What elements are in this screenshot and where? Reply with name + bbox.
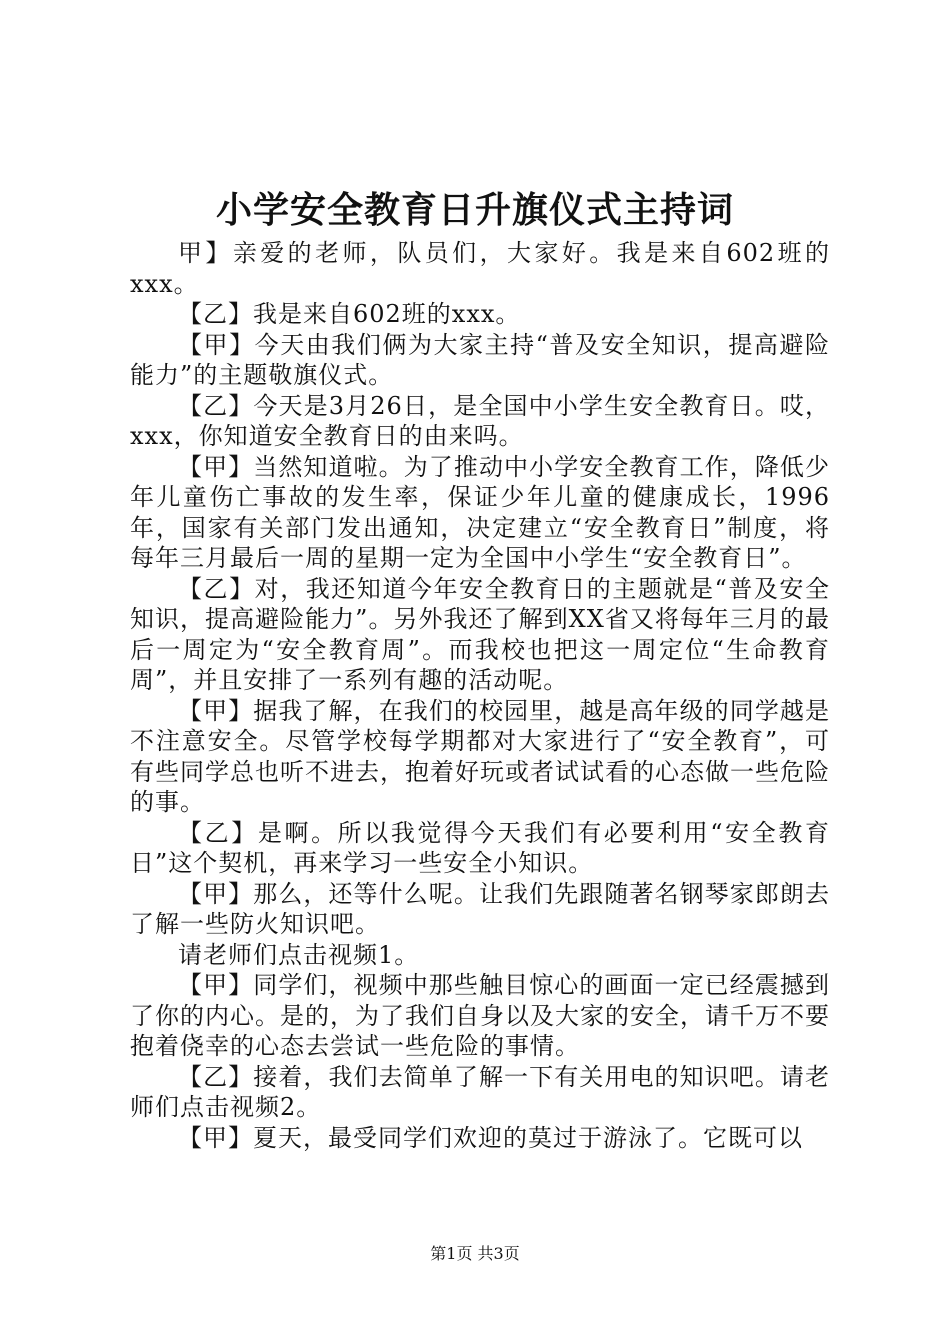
- paragraph: 【甲】当然知道啦。为了推动中小学安全教育工作，降低少年儿童伤亡事故的发生率，保证少年儿童的健康成长，1996年，国家有关部门发出通知，决定建立“安全教育日”制度，将每年三月最后一周的星期一定为全国中小学生“安全教育日”。: [130, 452, 830, 572]
- document-title: 小学安全教育日升旗仪式主持词: [215, 189, 734, 231]
- paragraph: 【乙】接着，我们去简单了解一下有关用电的知识吧。请老师们点击视频2。: [130, 1062, 830, 1121]
- paragraph: 【甲】夏天，最受同学们欢迎的莫过于游泳了。它既可以: [178, 1123, 803, 1152]
- paragraph: 【甲】那么，还等什么呢。让我们先跟随著名钢琴家郎朗去了解一些防火知识吧。: [130, 879, 830, 938]
- paragraph: 请老师们点击视频1。: [178, 940, 420, 969]
- paragraph: 【甲】据我了解，在我们的校园里，越是高年级的同学越是不注意安全。尽管学校每学期都对大家进行了“安全教育”，可有些同学总也听不进去，抱着好玩或者试试看的心态做一些危险的事。: [130, 696, 830, 816]
- document-body: [130, 238, 830, 1153]
- paragraph: 【乙】对，我还知道今年安全教育日的主题就是“普及安全知识，提高避险能力”。另外我还了解到XX省又将每年三月的最后一周定为“安全教育周”。而我校也把这一周定位“生命教育周”，并且安排了一系列有趣的活动呢。: [130, 574, 830, 694]
- paragraph: 【乙】今天是3月26日，是全国中小学生安全教育日。哎，xxx，你知道安全教育日的由来吗。: [130, 391, 830, 450]
- paragraph: 甲】亲爱的老师，队员们，大家好。我是来自602班的xxx。: [130, 239, 830, 298]
- paragraph: 【甲】今天由我们俩为大家主持“普及安全知识，提高避险能力”的主题敬旗仪式。: [130, 330, 830, 389]
- paragraph: 【乙】是啊。所以我觉得今天我们有必要利用“安全教育日”这个契机，再来学习一些安全小知识。: [130, 818, 830, 877]
- paragraph: 【乙】我是来自602班的xxx。: [178, 300, 521, 328]
- paragraph: 【甲】同学们，视频中那些触目惊心的画面一定已经震撼到了你的内心。是的，为了我们自身以及大家的安全，请千万不要抱着侥幸的心态去尝试一些危险的事情。: [130, 971, 830, 1060]
- page-footer: 第1页 共3页: [430, 1244, 520, 1263]
